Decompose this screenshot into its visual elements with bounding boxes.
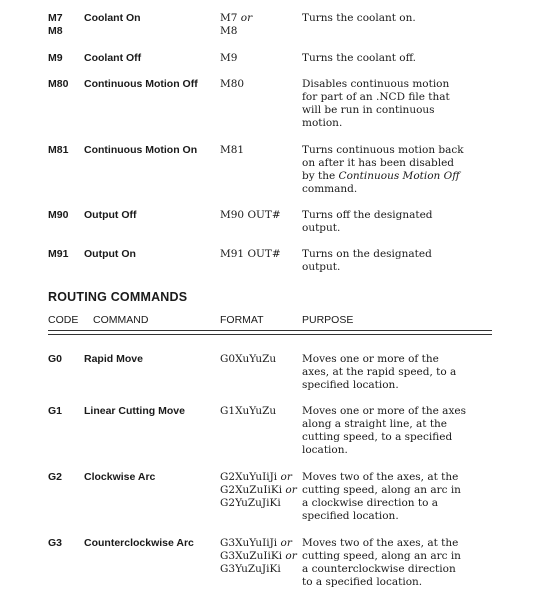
purpose-line: for part of an .NCD file that — [302, 91, 450, 103]
format-line: G2XuZuIiKi or — [220, 484, 297, 496]
header-rule-bottom — [48, 334, 492, 335]
format-cell — [220, 537, 300, 576]
code-cell — [48, 78, 82, 91]
purpose-cell — [302, 52, 462, 65]
code-line: M7 — [48, 12, 63, 24]
command-cell: Rapid Move — [84, 353, 143, 365]
code-line: M8 — [48, 25, 63, 37]
purpose-cell — [302, 12, 462, 25]
format-cell — [220, 353, 300, 366]
code-line: M91 — [48, 248, 69, 260]
code-line: G3 — [48, 537, 63, 549]
code-line: M9 — [48, 52, 63, 64]
format-line: M90 OUT# — [220, 209, 281, 221]
purpose-cell — [302, 209, 462, 235]
purpose-line: Moves one or more of the — [302, 353, 439, 365]
italic-text: or — [280, 537, 292, 549]
format-line: M9 — [220, 52, 238, 64]
code-line: G2 — [48, 471, 63, 483]
purpose-line: location. — [302, 444, 348, 456]
purpose-cell — [302, 353, 462, 392]
purpose-line: Turns on the designated — [302, 248, 432, 260]
format-line: G3XuYuIiJi or — [220, 537, 292, 549]
command-cell: Counterclockwise Arc — [84, 537, 194, 549]
format-cell — [220, 471, 300, 510]
purpose-line: motion. — [302, 117, 343, 129]
purpose-line: output. — [302, 261, 341, 273]
column-header-purpose: PURPOSE — [302, 314, 354, 326]
purpose-line: a clockwise direction to a — [302, 497, 439, 509]
purpose-line: Turns off the designated — [302, 209, 433, 221]
purpose-line: specified location. — [302, 510, 399, 522]
code-line: M90 — [48, 209, 69, 221]
routing-commands-title: ROUTING COMMANDS — [48, 290, 188, 304]
format-cell — [220, 144, 300, 157]
format-line: G3YuZuJiKi — [220, 563, 281, 575]
purpose-line: will be run in continuous — [302, 104, 435, 116]
code-line: G1 — [48, 405, 63, 417]
code-line: M81 — [48, 144, 69, 156]
format-line: M8 — [220, 25, 238, 37]
code-cell — [48, 52, 82, 65]
purpose-line: Turns continuous motion back — [302, 144, 464, 156]
format-cell — [220, 248, 300, 261]
purpose-line: output. — [302, 222, 341, 234]
purpose-line: along a straight line, at the — [302, 418, 448, 430]
code-cell — [48, 144, 82, 157]
code-cell — [48, 209, 82, 222]
purpose-cell — [302, 537, 462, 589]
code-cell — [48, 12, 82, 38]
format-cell — [220, 78, 300, 91]
italic-text: or — [280, 471, 292, 483]
purpose-cell — [302, 405, 466, 457]
command-cell: Output Off — [84, 209, 137, 221]
code-cell — [48, 471, 82, 484]
format-line: G2XuYuIiJi or — [220, 471, 292, 483]
format-line: M7 or — [220, 12, 253, 24]
command-cell: Continuous Motion Off — [84, 78, 198, 90]
format-line: G0XuYuZu — [220, 353, 277, 365]
purpose-line: Turns the coolant on. — [302, 12, 416, 24]
format-line: M91 OUT# — [220, 248, 281, 260]
format-line: G1XuYuZu — [220, 405, 277, 417]
command-cell: Continuous Motion On — [84, 144, 198, 156]
command-cell: Output On — [84, 248, 136, 260]
format-cell — [220, 12, 300, 38]
purpose-line: command. — [302, 183, 358, 195]
purpose-line: axes, at the rapid speed, to a — [302, 366, 457, 378]
purpose-line: on after it has been disabled — [302, 157, 455, 169]
command-cell: Coolant On — [84, 12, 141, 24]
code-cell — [48, 537, 82, 550]
italic-text: or — [285, 484, 297, 496]
purpose-line: by the Continuous Motion Off — [302, 170, 460, 182]
purpose-cell — [302, 144, 462, 196]
format-cell — [220, 52, 300, 65]
command-cell: Clockwise Arc — [84, 471, 156, 483]
code-line: M80 — [48, 78, 69, 90]
column-header-format: FORMAT — [220, 314, 264, 326]
code-line: G0 — [48, 353, 63, 365]
format-cell — [220, 209, 300, 222]
code-cell — [48, 405, 82, 418]
italic-text: or — [285, 550, 297, 562]
format-line: M81 — [220, 144, 245, 156]
code-cell — [48, 353, 82, 366]
italic-text: or — [240, 12, 253, 24]
purpose-line: to a specified location. — [302, 576, 423, 588]
purpose-line: Moves one or more of the axes — [302, 405, 466, 417]
format-line: M80 — [220, 78, 245, 90]
purpose-line: cutting speed, along an arc in — [302, 550, 461, 562]
purpose-cell — [302, 248, 462, 274]
italic-text: Continuous Motion Off — [338, 170, 460, 182]
purpose-line: a counterclockwise direction — [302, 563, 456, 575]
format-line: G2YuZuJiKi — [220, 497, 281, 509]
purpose-line: Turns the coolant off. — [302, 52, 417, 64]
purpose-line: Moves two of the axes, at the — [302, 537, 459, 549]
code-cell — [48, 248, 82, 261]
format-cell — [220, 405, 300, 418]
purpose-line: Disables continuous motion — [302, 78, 450, 90]
purpose-line: cutting speed, to a specified — [302, 431, 453, 443]
command-cell: Coolant Off — [84, 52, 142, 64]
purpose-line: cutting speed, along an arc in — [302, 484, 461, 496]
column-header-code: CODE — [48, 314, 79, 326]
column-header-command: COMMAND — [93, 314, 149, 326]
command-cell: Linear Cutting Move — [84, 405, 185, 417]
purpose-cell — [302, 78, 462, 130]
purpose-line: Moves two of the axes, at the — [302, 471, 459, 483]
format-line: G3XuZuIiKi or — [220, 550, 297, 562]
purpose-line: specified location. — [302, 379, 399, 391]
purpose-cell — [302, 471, 462, 523]
header-rule-top — [48, 330, 492, 331]
